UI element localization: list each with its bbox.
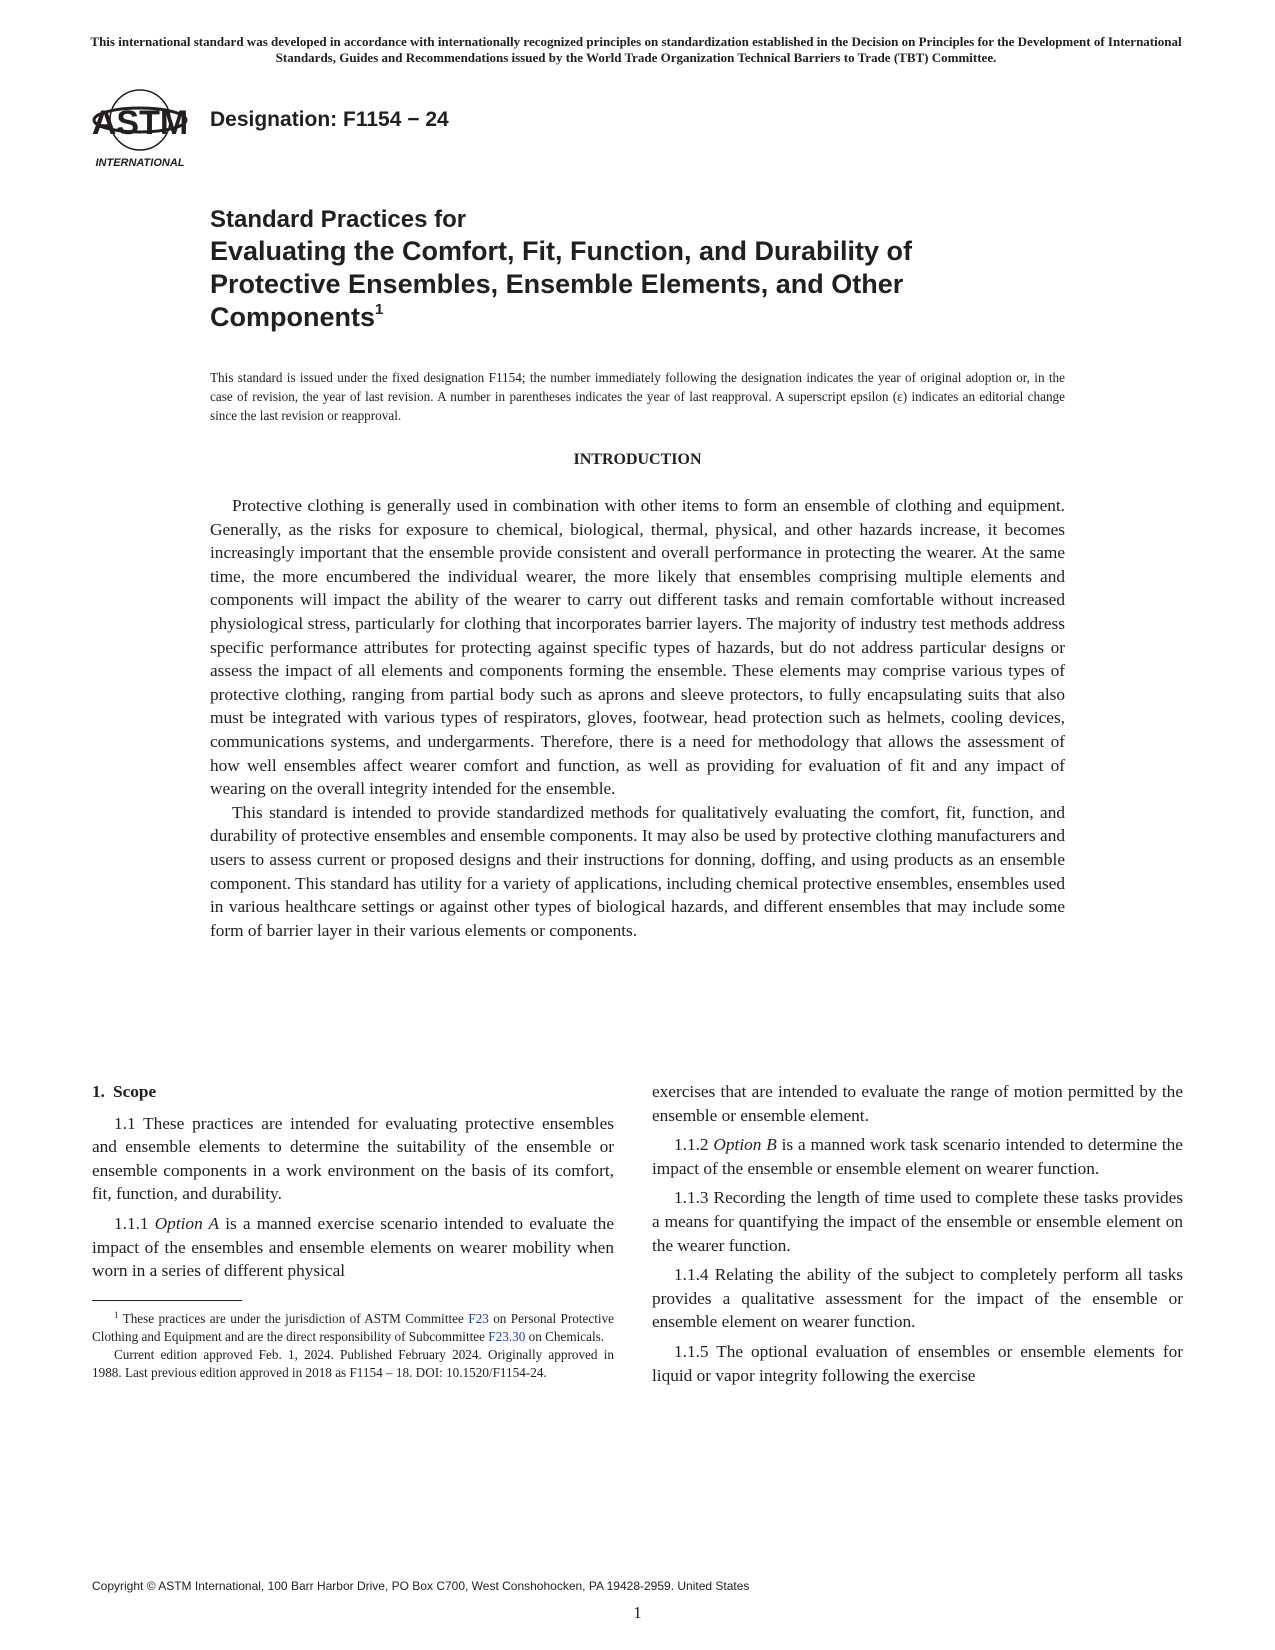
intro-paragraph-2: This standard is intended to provide standardized methods for qualitatively evaluating the comfort, fit, function, and durability of protective ensembles and ensemble components. It may also be used by protective clothing manufacturers and users to assess current or proposed designs and their instructions for donning, doffing, and using products as an ensemble component. This standard has utility for a variety of applications, including chemical protective ensembles, ensembles used in various healthcare settings or against other types of biological hazards, and different ensembles that may include some form of barrier layer in their various elements or components. bbox=[210, 802, 1065, 940]
title-footnote-mark: 1 bbox=[375, 301, 384, 318]
astm-logo-icon bbox=[92, 86, 192, 170]
committee-link[interactable]: F23 bbox=[468, 1311, 489, 1326]
title-main bbox=[210, 235, 1010, 334]
footnote-text-c: on Chemicals. bbox=[528, 1329, 605, 1344]
para-1-1: 1.1 These practices are intended for evaluating protective ensembles and ensemble elements to determine the suitability of the ensemble or ensemble components in a work environment on the basis of its comfort, fit, function, and durability. bbox=[92, 1113, 614, 1204]
title-block bbox=[210, 205, 1010, 334]
designation: Designation: F1154 − 24 bbox=[210, 108, 449, 131]
footnote bbox=[92, 1310, 614, 1382]
scope-number: 1. bbox=[92, 1082, 105, 1101]
issued-note: This standard is issued under the fixed designation F1154; the number immediately following the designation indicates the year of original adoption or, in the case of revision, the year of last revision. A number in parentheses indicates the year of last reapproval. A superscript epsilon (ε) indicates an editorial change since the last revision or reapproval. bbox=[210, 370, 1065, 423]
intro-paragraph-1: Protective clothing is generally used in combination with other items to form an ensemble of clothing and equipment. Generally, as the risks for exposure to chemical, biological, thermal, physical, and other hazards increase, it becomes increasingly important that the ensemble provide consistent and overall performance in protecting the wearer. At the same time, the more encumbered the individual wearer, the more likely that ensembles comprising multiple elements and components will impact the ability of the wearer to carry out different tasks and remain comfortable without increased physiological stress, particularly for clothing that incorporates barrier layers. The majority of industry test methods address specific performance attributes for protecting against specific types of hazards, but do not address particular designs or assess the impact of all elements and components forming the ensemble. These elements may comprise various types of protective clothing, ranging from partial body such as aprons and sleeve protectors, to fully encapsulating suits that also must be integrated with various types of respirators, gloves, footwear, head protection such as helmets, cooling devices, communications systems, and undergarments. Therefore, there is a need for methodology that allows the assessment of how well ensembles affect wearer comfort and function, as well as providing for evaluation of fit and any impact of wearing on the overall integrity intended for the ensemble. bbox=[210, 496, 1065, 799]
para-1-1-2 bbox=[652, 1133, 1183, 1180]
copyright-notice: Copyright © ASTM International, 100 Barr Harbor Drive, PO Box C700, West Conshohocken, PA 19428-2959. United States bbox=[92, 1579, 750, 1593]
right-column bbox=[652, 1080, 1183, 1387]
footnote-jurisdiction bbox=[92, 1310, 614, 1346]
scope-heading bbox=[92, 1080, 614, 1104]
footnote-text-b: on Personal Protective Clothing and Equipment and are the direct responsibility of Subcommittee bbox=[92, 1311, 615, 1344]
para-1-1-2-num: 1.1.2 bbox=[674, 1135, 709, 1155]
footnote-edition: Current edition approved Feb. 1, 2024. Published February 2024. Originally approved in 1988. Last previous edition approved in 2018 as F1154 – 18. DOI: 10.1520/F1154-24. bbox=[92, 1347, 614, 1380]
logo-subtext: INTERNATIONAL bbox=[95, 157, 185, 169]
para-1-1-4: 1.1.4 Relating the ability of the subject to completely perform all tasks provides a qualitative assessment for the impact of the ensemble or ensemble element on wearer function. bbox=[652, 1265, 1183, 1332]
para-1-1-1-text: is a manned exercise scenario intended to evaluate the impact of the ensembles and ensemble elements on wearer mobility when worn in a series of different physical bbox=[92, 1213, 614, 1281]
footnote-text-a: These practices are under the jurisdiction of ASTM Committee bbox=[122, 1311, 464, 1326]
title-main-text: Evaluating the Comfort, Fit, Function, and Durability of Protective Ensembles, Ensemble Elements, and Other Components bbox=[210, 236, 912, 332]
left-column bbox=[92, 1080, 614, 1283]
title-line-1: Standard Practices for bbox=[210, 206, 467, 233]
logo-text: ASTM bbox=[92, 104, 189, 142]
option-b-label: Option B bbox=[713, 1135, 777, 1155]
para-1-1-1 bbox=[92, 1212, 614, 1283]
para-1-1-1-num: 1.1.1 bbox=[114, 1213, 149, 1233]
introduction-heading: INTRODUCTION bbox=[573, 451, 702, 468]
para-1-1-2-text: is a manned work task scenario intended to determine the impact of the ensemble or ensemble element on wearer function. bbox=[652, 1135, 1183, 1178]
astm-logo bbox=[92, 86, 192, 170]
footnote-mark: 1 bbox=[114, 1310, 119, 1320]
scope-title: Scope bbox=[112, 1082, 157, 1101]
para-1-1-3: 1.1.3 Recording the length of time used to complete these tasks provides a means for quantifying the impact of the ensemble or ensemble element on the wearer function. bbox=[652, 1188, 1183, 1255]
para-1-1-5: 1.1.5 The optional evaluation of ensembles or ensemble elements for liquid or vapor integrity following the exercise bbox=[652, 1341, 1183, 1385]
para-1-1-1-continued: exercises that are intended to evaluate the range of motion permitted by the ensemble or ensemble element. bbox=[652, 1082, 1183, 1125]
page-number: 1 bbox=[633, 1603, 642, 1622]
footnote-divider bbox=[92, 1300, 242, 1301]
option-a-label: Option A bbox=[154, 1213, 220, 1233]
subcommittee-link[interactable]: F23.30 bbox=[488, 1329, 526, 1344]
standard-notice: This international standard was developed in accordance with internationally recognized principles on standardization established in the Decision on Principles for the Development of International Standards, Guides and Recommendations issued by the World Trade Organization Technical Barriers to Trade (TBT) Committee. bbox=[90, 34, 1182, 65]
introduction-body bbox=[210, 494, 1065, 942]
